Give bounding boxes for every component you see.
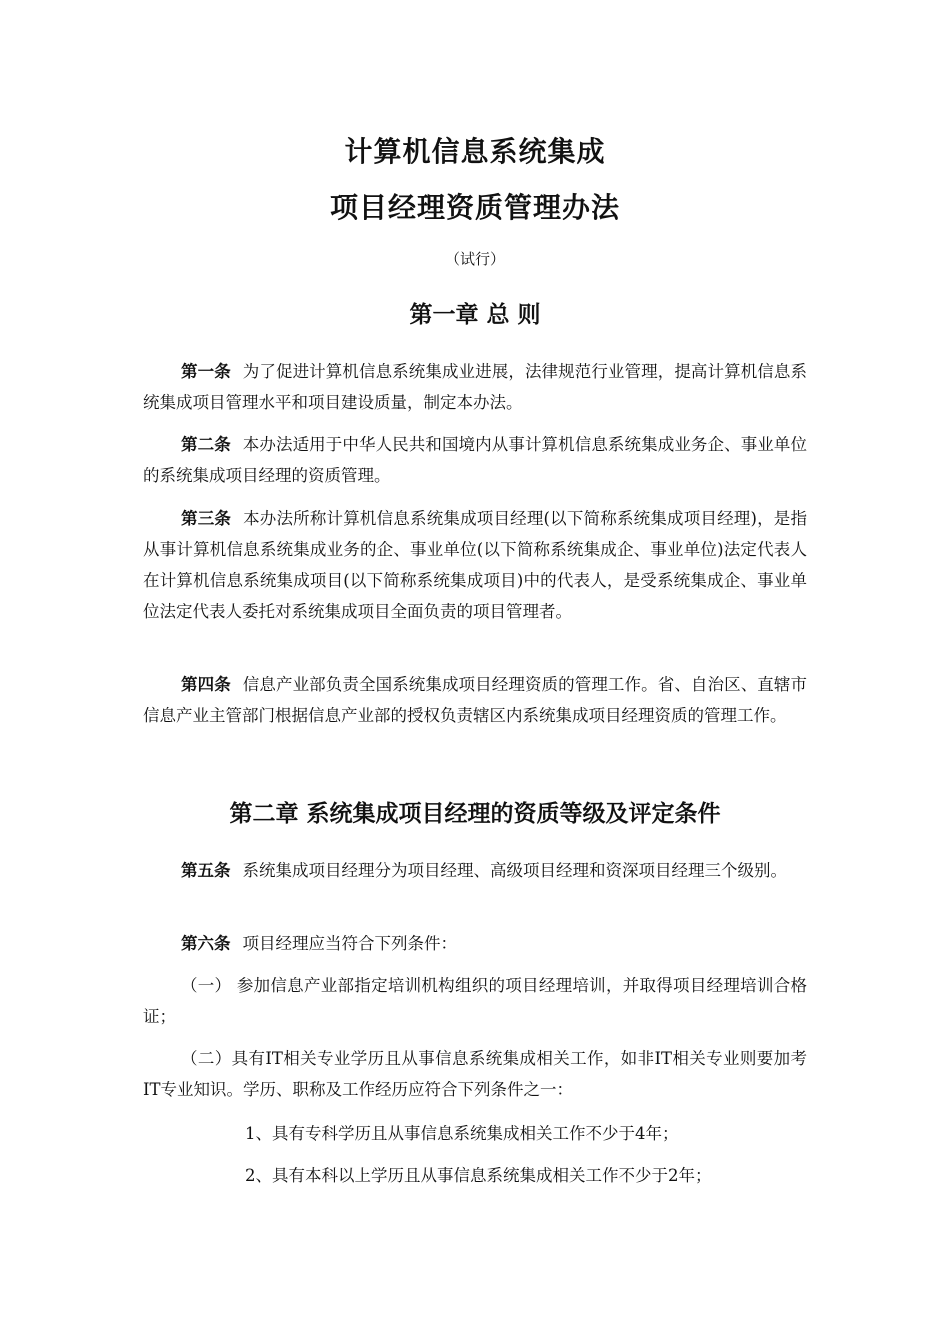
article-5: [143, 855, 807, 886]
article-3: [143, 503, 807, 627]
article-text: 系统集成项目经理分为项目经理、高级项目经理和资深项目经理三个级别。: [242, 861, 787, 880]
document-subtitle: （试行）: [444, 250, 505, 268]
article-2: [143, 429, 807, 491]
document-title-line2: 项目经理资质管理办法: [329, 191, 620, 224]
article-label: 第六条: [181, 934, 231, 953]
article-4: [143, 669, 807, 731]
article-label: 第五条: [181, 861, 231, 880]
condition-1: （一） 参加信息产业部指定培训机构组织的项目经理培训，并取得项目经理培训合格证；: [143, 976, 807, 1026]
chapter-heading-2: 第二章 系统集成项目经理的资质等级及评定条件: [229, 801, 721, 827]
article-label: 第二条: [181, 435, 231, 454]
article-label: 第一条: [181, 362, 231, 381]
article-label: 第四条: [181, 675, 231, 694]
article-text: 项目经理应当符合下列条件：: [242, 934, 457, 953]
sub-item-1: 1、具有专科学历且从事信息系统集成相关工作不少于4年；: [245, 1124, 679, 1143]
article-1: [143, 356, 807, 418]
article-label: 第三条: [181, 509, 232, 528]
article-text: 本办法所称计算机信息系统集成项目经理(以下简称系统集成项目经理)，是指从事计算机信息系统集成业务的企、事业单位(以下简称系统集成企、事业单位)法定代表人在计算机信息系统集成项目(以下简称系统集成项目)中的代表人，是受系统集成企、事业单位法定代表人委托对系统集成项目全面负责的项目管理者。: [143, 509, 807, 621]
article-text: 为了促进计算机信息系统集成业进展，法律规范行业管理，提高计算机信息系统集成项目管理水平和项目建设质量，制定本办法。: [143, 362, 808, 412]
sub-item-2: 2、具有本科以上学历且从事信息系统集成相关工作不少于2年；: [245, 1166, 712, 1185]
document-title-line1: 计算机信息系统集成: [344, 135, 606, 168]
chapter-heading-1: 第一章 总 则: [409, 302, 541, 328]
condition-2: （二）具有IT相关专业学历且从事信息系统集成相关工作，如非IT相关专业则要加考IT专业知识。学历、职称及工作经历应符合下列条件之一：: [143, 1049, 807, 1099]
article-text: 信息产业部负责全国系统集成项目经理资质的管理工作。省、自治区、直辖市信息产业主管部门根据信息产业部的授权负责辖区内系统集成项目经理资质的管理工作。: [143, 675, 808, 725]
article-text: 本办法适用于中华人民共和国境内从事计算机信息系统集成业务企、事业单位的系统集成项目经理的资质管理。: [143, 435, 808, 485]
article-6: [143, 928, 807, 959]
